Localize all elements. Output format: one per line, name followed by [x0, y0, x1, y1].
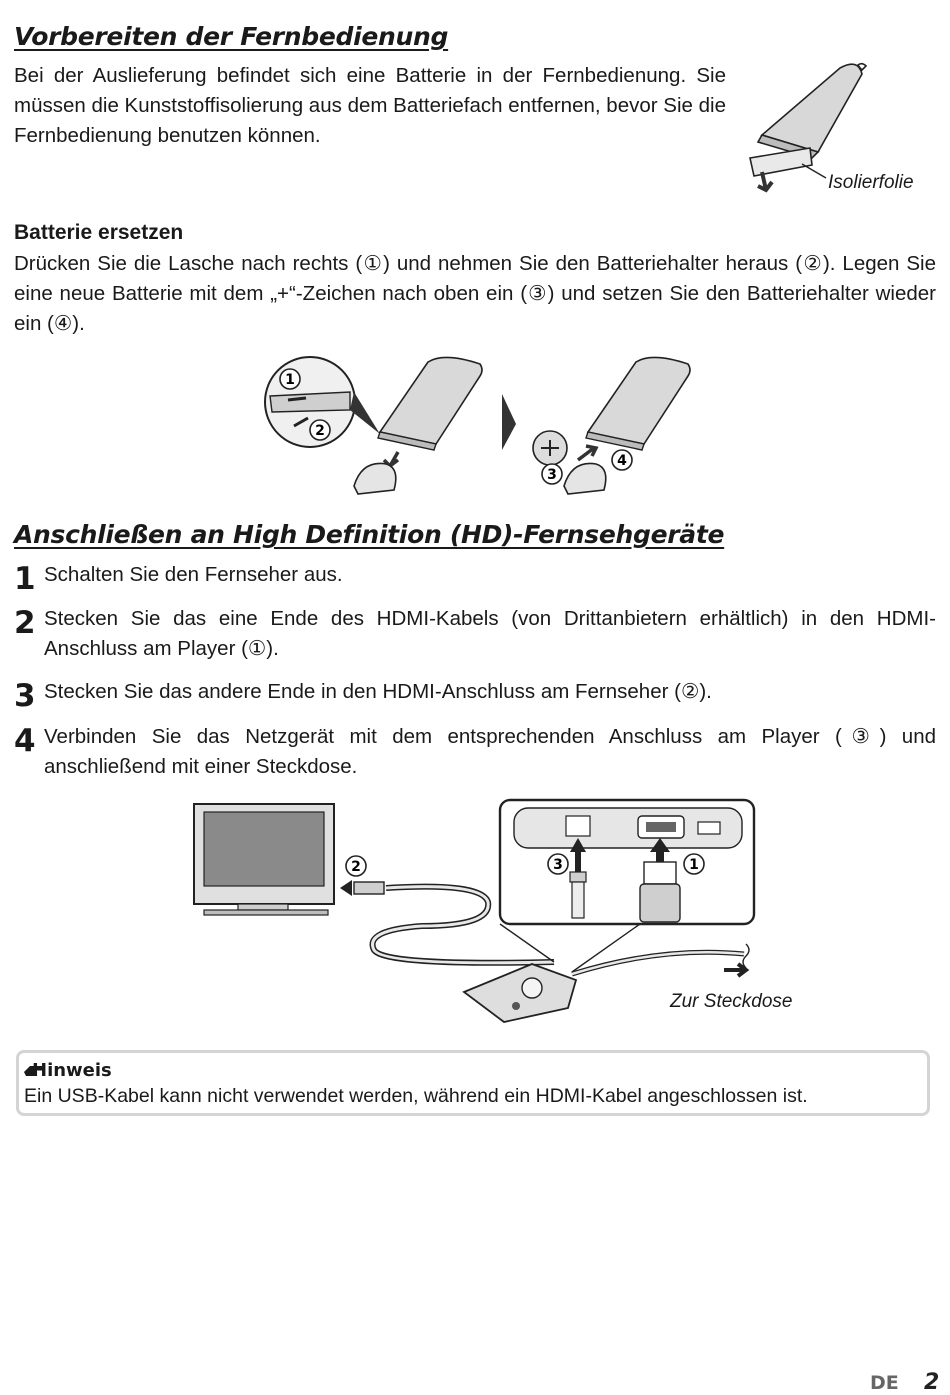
callout-2: 2	[351, 859, 361, 875]
callout-2: 2	[315, 423, 325, 439]
footer-language: DE	[870, 1372, 899, 1394]
callout-3: 3	[553, 857, 563, 873]
step-text: Verbinden Sie das Netzgerät mit dem entsprechenden Anschluss am Player (③) und anschließend mit einer Steckdose.	[44, 725, 936, 778]
note-text: Ein USB-Kabel kann nicht verwendet werden, während ein HDMI-Kabel angeschlossen ist.	[24, 1085, 808, 1107]
section-title-remote: Vorbereiten der Fernbedienung	[14, 22, 449, 51]
insulation-caption: Isolierfolie	[828, 172, 914, 193]
callout-1: 1	[689, 857, 699, 873]
callout-3: 3	[547, 467, 557, 483]
step-text: Schalten Sie den Fernseher aus.	[44, 563, 343, 586]
page-number: 2	[924, 1370, 940, 1395]
remote-intro-text: Bei der Auslieferung befindet sich eine Batterie in der Fernbedienung. Sie müssen die Kunststoffisolierung aus dem Batteriefach entfernen, bevor Sie die Fernbedienung benutzen können.	[14, 64, 726, 147]
step-text: Stecken Sie das andere Ende in den HDMI-Anschluss am Fernseher (②).	[44, 680, 712, 703]
note-title: Hinweis	[32, 1060, 112, 1081]
step-number: 1	[14, 561, 36, 597]
step-number: 4	[14, 723, 36, 759]
remote-insulation-figure	[740, 60, 930, 200]
callout-4: 4	[617, 453, 627, 469]
battery-replacement-figure	[258, 352, 698, 510]
step-text: Stecken Sie das eine Ende des HDMI-Kabels (von Drittanbietern erhältlich) in den HDMI-Anschluss am Player (①).	[44, 607, 936, 660]
battery-subtitle: Batterie ersetzen	[14, 221, 184, 244]
callout-1: 1	[285, 372, 295, 388]
power-outlet-caption: Zur Steckdose	[670, 991, 793, 1012]
step-number: 2	[14, 605, 36, 641]
hdmi-connection-figure	[192, 796, 792, 1036]
section-title-hd-tv: Anschließen an High Definition (HD)-Fernsehgeräte	[14, 520, 725, 549]
step-number: 3	[14, 678, 36, 714]
battery-text: Drücken Sie die Lasche nach rechts (①) und nehmen Sie den Batteriehalter heraus (②). Legen Sie eine neue Batterie mit dem „+“-Zeichen nach oben ein (③) und setzen Sie den Batteriehalter wieder ein (④).	[14, 252, 936, 335]
